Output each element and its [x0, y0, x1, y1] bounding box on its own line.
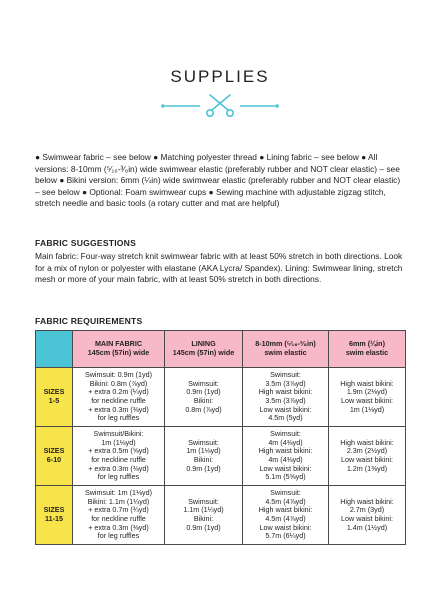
cell-line: Low waist bikini:	[341, 455, 393, 464]
cell-line: High waist bikini:	[340, 496, 394, 506]
cell-line: for neckline ruffle	[91, 396, 146, 405]
scissors-icon	[207, 95, 233, 116]
cell-line: 5.7m (6¼yd)	[265, 531, 306, 541]
cell-line: Swimsuit: 1m (1⅛yd)	[84, 487, 153, 497]
table-row	[36, 486, 406, 545]
table-cell	[165, 427, 243, 486]
cell-line: 4.5m (4⅞yd)	[265, 514, 306, 523]
table-cell	[165, 486, 243, 545]
table-corner-cell	[36, 331, 73, 368]
size-label: 6-10	[46, 455, 62, 464]
cell-line: 3.5m (3⅞yd)	[265, 378, 306, 388]
cell-line: 0.9m (1yd)	[186, 387, 221, 397]
cell-line: 2.3m (2½yd)	[346, 446, 388, 456]
table-cell	[165, 368, 243, 427]
table-cell	[243, 427, 329, 486]
cell-line: for leg ruffles	[97, 413, 140, 423]
table-cell	[73, 427, 165, 486]
cell-line: Swimsuit:	[270, 369, 301, 379]
cell-line: 1.1m (1¼yd)	[183, 505, 224, 515]
size-cell	[36, 427, 73, 486]
cell-line: for neckline ruffle	[91, 514, 146, 523]
cell-line: 0.8m (⅞yd)	[185, 404, 222, 414]
divider-dot-right	[275, 104, 279, 108]
cell-line: + extra 0.5m (⅝yd)	[88, 446, 149, 456]
cell-line: 1.9m (2⅛yd)	[346, 387, 388, 397]
cell-line: Swimsuit: 0.9m (1yd)	[84, 369, 153, 379]
fabric-requirements-heading: FABRIC REQUIREMENTS	[35, 316, 143, 326]
cell-line: Bikini:	[193, 455, 214, 464]
cell-line: 2.7m (3yd)	[349, 505, 385, 515]
cell-line: Low waist bikini:	[259, 463, 312, 473]
table-cell	[73, 486, 165, 545]
cell-line: + extra 0.7m (¾yd)	[88, 505, 149, 515]
cell-line: Low waist bikini:	[341, 396, 393, 405]
cell-line: + extra 0.3m (⅜yd)	[88, 463, 149, 473]
table-cell	[329, 368, 406, 427]
size-cell	[36, 486, 73, 545]
table-body	[36, 368, 406, 545]
column-header-line: 145cm (57in) wide	[87, 348, 150, 357]
column-header	[329, 331, 406, 368]
column-header-line: 6mm (¼in)	[349, 339, 385, 349]
cell-line: Bikini:	[193, 514, 214, 523]
column-header	[243, 331, 329, 368]
fabric-suggestions-text: Main fabric: Four-way stretch knit swimwear fabric with at least 50% stretch in both directions. Look for a mix of nylon or polyester with elastane (AKA Lycra/ Spandex). Lining: Swimwear lining, stretch mesh or more of your main fabric, with at least 50% stretch in both directions.	[35, 251, 403, 285]
cell-line: High waist bikini:	[340, 378, 394, 388]
cell-line: 4m (4⅜yd)	[268, 455, 303, 464]
cell-line: Low waist bikini:	[259, 522, 312, 532]
cell-line: 3.5m (3⅞yd)	[265, 396, 306, 405]
cell-line: High waist bikini:	[258, 505, 313, 515]
divider-dot-left	[161, 104, 165, 108]
cell-line: for neckline ruffle	[91, 455, 146, 464]
table-cell	[73, 368, 165, 427]
cell-line: 1.2m (1⅜yd)	[346, 463, 388, 473]
cell-line: + extra 0.3m (⅜yd)	[88, 404, 149, 414]
cell-line: + extra 0.2m (¼yd)	[88, 387, 149, 397]
cell-line: High waist bikini:	[258, 387, 313, 397]
divider	[0, 94, 440, 118]
cell-line: High waist bikini:	[340, 437, 394, 447]
cell-line: + extra 0.3m (⅜yd)	[88, 522, 149, 532]
cell-line: Swimsuit:	[270, 487, 301, 497]
table-header-row	[36, 331, 406, 368]
cell-line: Bikini: 0.8m (⅞yd)	[89, 378, 148, 388]
size-label: SIZES	[43, 505, 65, 515]
column-header	[73, 331, 165, 368]
cell-line: 4m (4⅜yd)	[268, 437, 303, 447]
column-header-line: swim elastic	[264, 348, 307, 357]
cell-line: Bikini:	[193, 396, 214, 405]
supplies-list: ● Swimwear fabric – see below ● Matching polyester thread ● Lining fabric – see below ● All versions: 8-10mm (⁵⁄₁₆-³⁄₈in) wide swimwear elastic (preferably rubber and NOT clear elastic) – see below ● Bikini version: 6mm (¼in) wide swimwear elastic (preferably rubber and NOT clear elastic) – see below ● Optional: Foam swimwear cups ● Sewing machine with adjustable zigzag stitch, stretch needle and basic tools (a rotary cutter and mat are helpful)	[35, 152, 401, 209]
column-header-line: MAIN FABRIC	[94, 339, 143, 349]
cell-line: 1m (1⅛yd)	[101, 437, 136, 447]
cell-line: 1.4m (1½yd)	[346, 522, 388, 532]
size-label: SIZES	[43, 387, 65, 397]
cell-line: for leg ruffles	[97, 531, 140, 541]
column-header	[165, 331, 243, 368]
fabric-requirements-table	[35, 330, 406, 545]
table-row	[36, 368, 406, 427]
cell-line: Swimsuit/Bikini:	[93, 428, 144, 438]
cell-line: Low waist bikini:	[341, 514, 393, 523]
cell-line: 5.1m (5⅝yd)	[265, 472, 306, 482]
table-cell	[329, 427, 406, 486]
cell-line: 0.9m (1yd)	[186, 522, 221, 532]
column-header-line: 8-10mm (⁵⁄₁₆-³⁄₈in)	[255, 339, 316, 349]
cell-line: 1m (1⅛yd)	[349, 404, 385, 414]
cell-line: Swimsuit:	[188, 496, 219, 506]
size-label: SIZES	[43, 446, 65, 456]
size-label: 11-15	[45, 514, 63, 523]
page-title: SUPPLIES	[170, 67, 270, 87]
cell-line: Low waist bikini:	[259, 404, 312, 414]
cell-line: 1m (1⅛yd)	[186, 446, 221, 456]
cell-line: High waist bikini:	[258, 446, 313, 456]
column-header-line: LINING	[191, 339, 216, 349]
size-cell	[36, 368, 73, 427]
cell-line: for leg ruffles	[97, 472, 140, 482]
cell-line: Swimsuit:	[188, 437, 219, 447]
cell-line: Swimsuit:	[188, 378, 219, 388]
size-label: 1-5	[48, 396, 60, 405]
column-header-line: swim elastic	[345, 348, 389, 357]
cell-line: 4.5m (4⅞yd)	[265, 496, 306, 506]
cell-line: Bikini: 1.1m (1¼yd)	[87, 496, 150, 506]
table-cell	[243, 368, 329, 427]
table-cell	[243, 486, 329, 545]
table-row	[36, 427, 406, 486]
cell-line: Swimsuit:	[270, 428, 301, 438]
table-cell	[329, 486, 406, 545]
cell-line: 4.5m (5yd)	[268, 413, 303, 423]
cell-line: 0.9m (1yd)	[186, 463, 221, 473]
column-header-line: 145cm (57in) wide	[172, 348, 235, 357]
fabric-suggestions-heading: FABRIC SUGGESTIONS	[35, 238, 137, 248]
